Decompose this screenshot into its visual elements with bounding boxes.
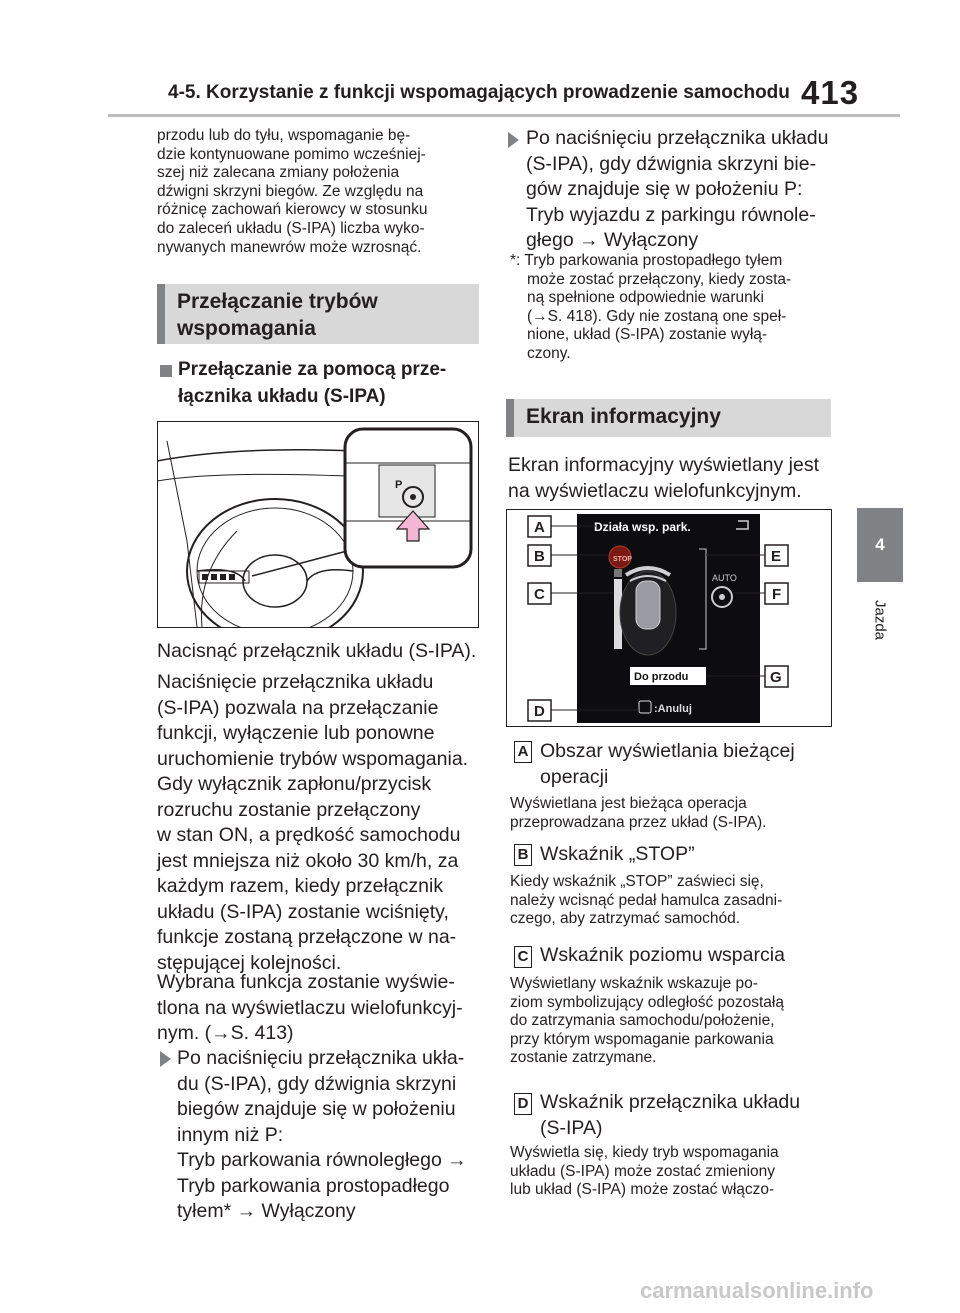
text-line: każdym razem, kiedy przełącznik	[157, 875, 444, 897]
text-line: tyłem* → Wyłączony	[177, 1200, 356, 1222]
item-description	[510, 975, 840, 1068]
footnote	[510, 252, 840, 364]
text-line: Wyświetlany wskaźnik wskazuje po-	[510, 975, 758, 992]
screen-title: Działa wsp. park.	[594, 520, 691, 534]
text-line: dźwigni skrzyni biegów. Ze względu na	[157, 182, 424, 200]
text-line: może zostać przełączony, kiedy zosta-	[527, 270, 792, 288]
text-line: nywanych manewrów może wzrosnąć.	[157, 238, 422, 256]
text-line: funkcje zostaną przełączone w na-	[157, 926, 457, 948]
item-title	[540, 842, 840, 868]
screen-auto-label: AUTO	[712, 573, 737, 583]
text-line: du (S-IPA), gdy dźwignia skrzyni	[177, 1072, 457, 1095]
text-line: gów znajduje się w położeniu P:	[526, 178, 803, 200]
text-line: do zatrzymania samochodu/położenie,	[510, 1012, 775, 1030]
chapter-tab: 4	[857, 508, 903, 582]
text-line: (S-IPA)	[540, 1116, 603, 1139]
text-line: Wyświetlana jest bieżąca operacja	[510, 795, 747, 812]
screen-stop-label: STOP	[613, 556, 632, 563]
bullet-arrow-icon	[508, 132, 519, 148]
screen-cancel: :Anuluj	[654, 703, 692, 715]
text-line: Kiedy wskaźnik „STOP” zaświeci się,	[510, 873, 764, 890]
heading-line: Przełączanie za pomocą prze-	[178, 359, 447, 380]
text-line: operacji	[540, 765, 609, 788]
heading-line: łącznika układu (S-IPA)	[178, 386, 386, 407]
text-line: lub układ (S-IPA) może zostać włączo-	[510, 1181, 775, 1199]
text-line: jest mniejsza niż około 30 km/h, za	[157, 849, 459, 872]
info-screen-figure	[506, 509, 832, 727]
text-line: Naciśnięcie przełącznika układu	[157, 671, 434, 693]
switch-p-label: P	[395, 479, 403, 491]
bullet-arrow-icon	[160, 1051, 171, 1067]
text-line: dzie kontynuowane pomimo wcześniej-	[157, 145, 426, 163]
text-line: stępującej kolejności.	[157, 951, 342, 974]
callout-letter-f: F	[772, 586, 782, 603]
text-line: Ekran informacyjny wyświetlany jest	[508, 454, 820, 476]
text-line: nione, układ (S-IPA) zostanie wyłą-	[527, 326, 768, 344]
text-line: szej niż zalecana zmiany położenia	[157, 164, 400, 182]
text-line: układu (S-IPA) zostanie wciśnięty,	[157, 900, 449, 923]
text-line: Wskaźnik poziomu wsparcia	[540, 944, 785, 966]
callout-letter-a: A	[534, 519, 545, 536]
text-line: *: Tryb parkowania prostopadłego tyłem	[510, 252, 783, 269]
chapter-label-text: Jazda	[871, 599, 889, 641]
item-letter: A	[514, 741, 532, 763]
callout-letter-g: G	[770, 669, 782, 686]
text-line: (→S. 418). Gdy nie zostaną one speł-	[527, 307, 787, 325]
page-number: 413	[801, 74, 860, 111]
paragraph-display-function	[157, 970, 487, 1047]
paragraph-switch-function	[157, 670, 487, 772]
bullet-p-position	[526, 126, 836, 254]
text-line: zostanie zatrzymane.	[510, 1049, 657, 1067]
section-heading-info-screen: Ekran informacyjny	[506, 399, 831, 437]
callout-letter-d: D	[534, 703, 545, 720]
text-line: różnicę zachowań kierowcy w stosunku	[157, 201, 428, 219]
item-letter: D	[514, 1093, 532, 1115]
text-line: na wyświetlaczu wielofunkcyjnym.	[508, 479, 802, 502]
paragraph-press-switch	[157, 639, 487, 665]
text-line: czony.	[527, 344, 571, 362]
text-line: innym niż P:	[177, 1123, 284, 1146]
item-description	[510, 1144, 840, 1200]
item-description	[510, 795, 840, 832]
item-description	[510, 873, 840, 929]
text-line: Obszar wyświetlania bieżącej	[540, 740, 795, 762]
paragraph-info-screen	[508, 453, 838, 504]
callout-letter-e: E	[771, 548, 782, 565]
watermark: carmanualsonline.info	[640, 1278, 874, 1303]
chapter-label	[858, 590, 902, 650]
callout-letter-c: C	[534, 586, 545, 603]
subsection-square-icon	[160, 365, 172, 377]
heading-line: Przełączanie trybów	[177, 290, 378, 313]
text-line: biegów znajduje się w położeniu	[177, 1098, 456, 1120]
text-line: tlona na wyświetlaczu wielofunkcyj-	[157, 996, 463, 1019]
paragraph-ignition-on	[157, 772, 487, 976]
page-header-title: 4-5. Korzystanie z funkcji wspomagających prowadzenie samochodu	[168, 82, 790, 103]
heading-line: wspomagania	[177, 317, 316, 340]
text-line: Po naciśnięciu przełącznika układu	[526, 127, 829, 149]
text-line: Wskaźnik „STOP”	[540, 843, 695, 865]
section-heading-modes	[157, 284, 479, 344]
text-line: układu (S-IPA) może zostać zmieniony	[510, 1162, 776, 1180]
bullet-not-p-position	[177, 1046, 487, 1225]
text-line: (S-IPA) pozwala na przełączanie	[157, 696, 439, 719]
text-line: rozruchu zostanie przełączony	[157, 798, 421, 821]
text-line: należy wcisnąć pedał hamulca zasadni-	[510, 891, 783, 909]
text-line: (S-IPA), gdy dźwignia skrzyni bie-	[526, 152, 817, 175]
text-line: Tryb wyjazdu z parkingu równole-	[526, 203, 816, 226]
text-line: Po naciśnięciu przełącznika ukła-	[177, 1047, 465, 1069]
text-line: do zaleceń układu (S-IPA) liczba wyko-	[157, 219, 425, 237]
item-letter: C	[514, 946, 532, 968]
text-line: Tryb parkowania prostopadłego	[177, 1174, 450, 1197]
item-letter: B	[514, 844, 532, 866]
text-line: Tryb parkowania równoległego →	[177, 1149, 467, 1171]
text-line: uruchomienie trybów wspomagania.	[157, 747, 469, 770]
text-line: Wyświetla się, kiedy tryb wspomagania	[510, 1144, 779, 1161]
text-line: przodu lub do tyłu, wspomaganie bę-	[157, 127, 411, 144]
text-line: Gdy wyłącznik zapłonu/przycisk	[157, 773, 432, 795]
item-title	[540, 943, 840, 969]
switch-location-figure	[157, 421, 479, 628]
text-line: ziom symbolizujący odległość pozostałą	[510, 993, 784, 1011]
text-line: ną spełnione odpowiednie warunki	[527, 289, 764, 307]
text-line: czego, aby zatrzymać samochód.	[510, 910, 741, 928]
text-line: w stan ON, a prędkość samochodu	[157, 824, 461, 846]
header-rule	[108, 114, 900, 117]
intro-paragraph	[157, 127, 487, 257]
item-title	[540, 739, 840, 790]
text-line: funkcji, wyłączenie lub ponowne	[157, 722, 435, 744]
item-title	[540, 1090, 840, 1141]
text-line: głego → Wyłączony	[526, 229, 699, 251]
text-line: Wskaźnik przełącznika układu	[540, 1091, 801, 1113]
subsection-heading	[178, 356, 478, 410]
text-line: przy którym wspomaganie parkowania	[510, 1030, 774, 1048]
text-line: przeprowadzana przez układ (S-IPA).	[510, 813, 767, 831]
screen-direction: Do przodu	[634, 671, 689, 683]
text-line: Wybrana funkcja zostanie wyświe-	[157, 971, 455, 993]
callout-letter-b: B	[534, 548, 545, 565]
text-line: Nacisnąć przełącznik układu (S-IPA).	[157, 640, 477, 662]
text-line: nym. (→S. 413)	[157, 1022, 294, 1044]
